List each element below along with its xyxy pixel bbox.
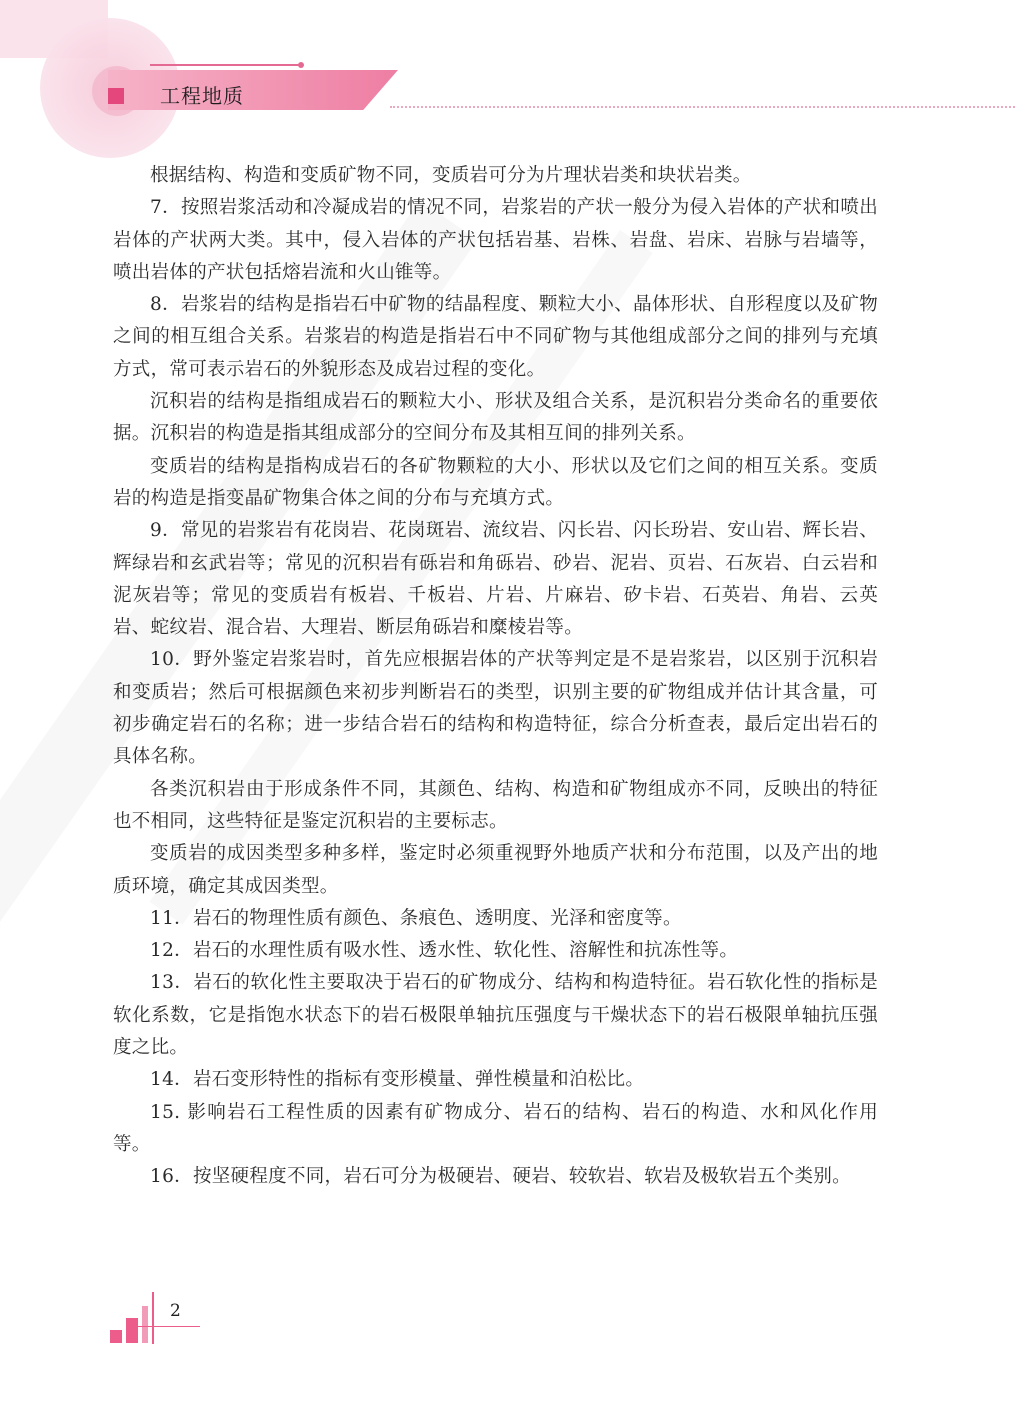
paragraph: 9．常见的岩浆岩有花岗岩、花岗斑岩、流纹岩、闪长岩、闪长玢岩、安山岩、辉长岩、辉绿岩和玄武岩等；常见的沉积岩有砾岩和角砾岩、砂岩、泥岩、页岩、石灰岩、白云岩和泥灰岩等；常见的变质岩有板岩、千板岩、片岩、片麻岩、矽卡岩、石英岩、角岩、云英岩、蛇纹岩、混合岩、大理岩、断层角砾岩和糜棱岩等。 bbox=[113, 520, 878, 639]
paragraph: 变质岩的成因类型多种多样，鉴定时必须重视野外地质产状和分布范围，以及产出的地质环境，确定其成因类型。 bbox=[113, 843, 878, 897]
page-number: 2 bbox=[170, 1301, 181, 1321]
footer-bar-decoration bbox=[126, 1318, 138, 1343]
footer-line-decoration bbox=[152, 1292, 154, 1344]
paragraph: 各类沉积岩由于形成条件不同，其颜色、结构、构造和矿物组成亦不同，反映出的特征也不相同，这些特征是鉴定沉积岩的主要标志。 bbox=[113, 778, 878, 832]
header-line-decoration bbox=[150, 64, 300, 66]
footer-line-decoration bbox=[128, 1326, 200, 1327]
header-square-icon bbox=[108, 88, 124, 104]
paragraph: 14．岩石变形特性的指标有变形模量、弹性模量和泊松比。 bbox=[150, 1069, 645, 1091]
paragraph: 7．按照岩浆活动和冷凝成岩的情况不同，岩浆岩的产状一般分为侵入岩体的产状和喷出岩体的产状两大类。其中，侵入岩体的产状包括岩基、岩株、岩盘、岩床、岩脉与岩墙等，喷出岩体的产状包括熔岩流和火山锥等。 bbox=[113, 197, 878, 283]
header-dot-decoration bbox=[298, 62, 304, 68]
running-header-title: 工程地质 bbox=[160, 84, 244, 108]
paragraph: 12．岩石的水理性质有吸水性、透水性、软化性、溶解性和抗冻性等。 bbox=[150, 940, 739, 962]
paragraph: 8．岩浆岩的结构是指岩石中矿物的结晶程度、颗粒大小、晶体形状、自形程度以及矿物之间的相互组合关系。岩浆岩的构造是指岩石中不同矿物与其他组成部分之间的排列与充填方式，常可表示岩石的外貌形态及成岩过程的变化。 bbox=[113, 294, 878, 380]
paragraph: 11．岩石的物理性质有颜色、条痕色、透明度、光泽和密度等。 bbox=[150, 907, 682, 929]
paragraph: 变质岩的结构是指构成岩石的各矿物颗粒的大小、形状以及它们之间的相互关系。变质岩的构造是指变晶矿物集合体之间的分布与充填方式。 bbox=[113, 455, 878, 509]
paragraph: 16．按坚硬程度不同，岩石可分为极硬岩、硬岩、较软岩、软岩及极软岩五个类别。 bbox=[150, 1166, 851, 1188]
body-text bbox=[113, 160, 878, 1194]
paragraph: 10．野外鉴定岩浆岩时，首先应根据岩体的产状等判定是不是岩浆岩，以区别于沉积岩和变质岩；然后可根据颜色来初步判断岩石的类型，识别主要的矿物组成并估计其含量，可初步确定岩石的名称；进一步结合岩石的结构和构造特征，综合分析查表，最后定出岩石的具体名称。 bbox=[113, 649, 878, 768]
footer-bar-decoration bbox=[142, 1306, 148, 1343]
paragraph: 15. 影响岩石工程性质的因素有矿物成分、岩石的结构、岩石的构造、水和风化作用等。 bbox=[113, 1101, 878, 1155]
paragraph: 沉积岩的结构是指组成岩石的颗粒大小、形状及组合关系，是沉积岩分类命名的重要依据。沉积岩的构造是指其组成部分的空间分布及其相互间的排列关系。 bbox=[113, 391, 878, 445]
paragraph: 13．岩石的软化性主要取决于岩石的矿物成分、结构和构造特征。岩石软化性的指标是软化系数，它是指饱水状态下的岩石极限单轴抗压强度与干燥状态下的岩石极限单轴抗压强度之比。 bbox=[113, 972, 878, 1059]
header-dotted-rule bbox=[390, 106, 1015, 108]
header-banner bbox=[108, 70, 398, 110]
footer-bar-decoration bbox=[110, 1330, 122, 1343]
paragraph: 根据结构、构造和变质矿物不同，变质岩可分为片理状岩类和块状岩类。 bbox=[150, 165, 752, 186]
